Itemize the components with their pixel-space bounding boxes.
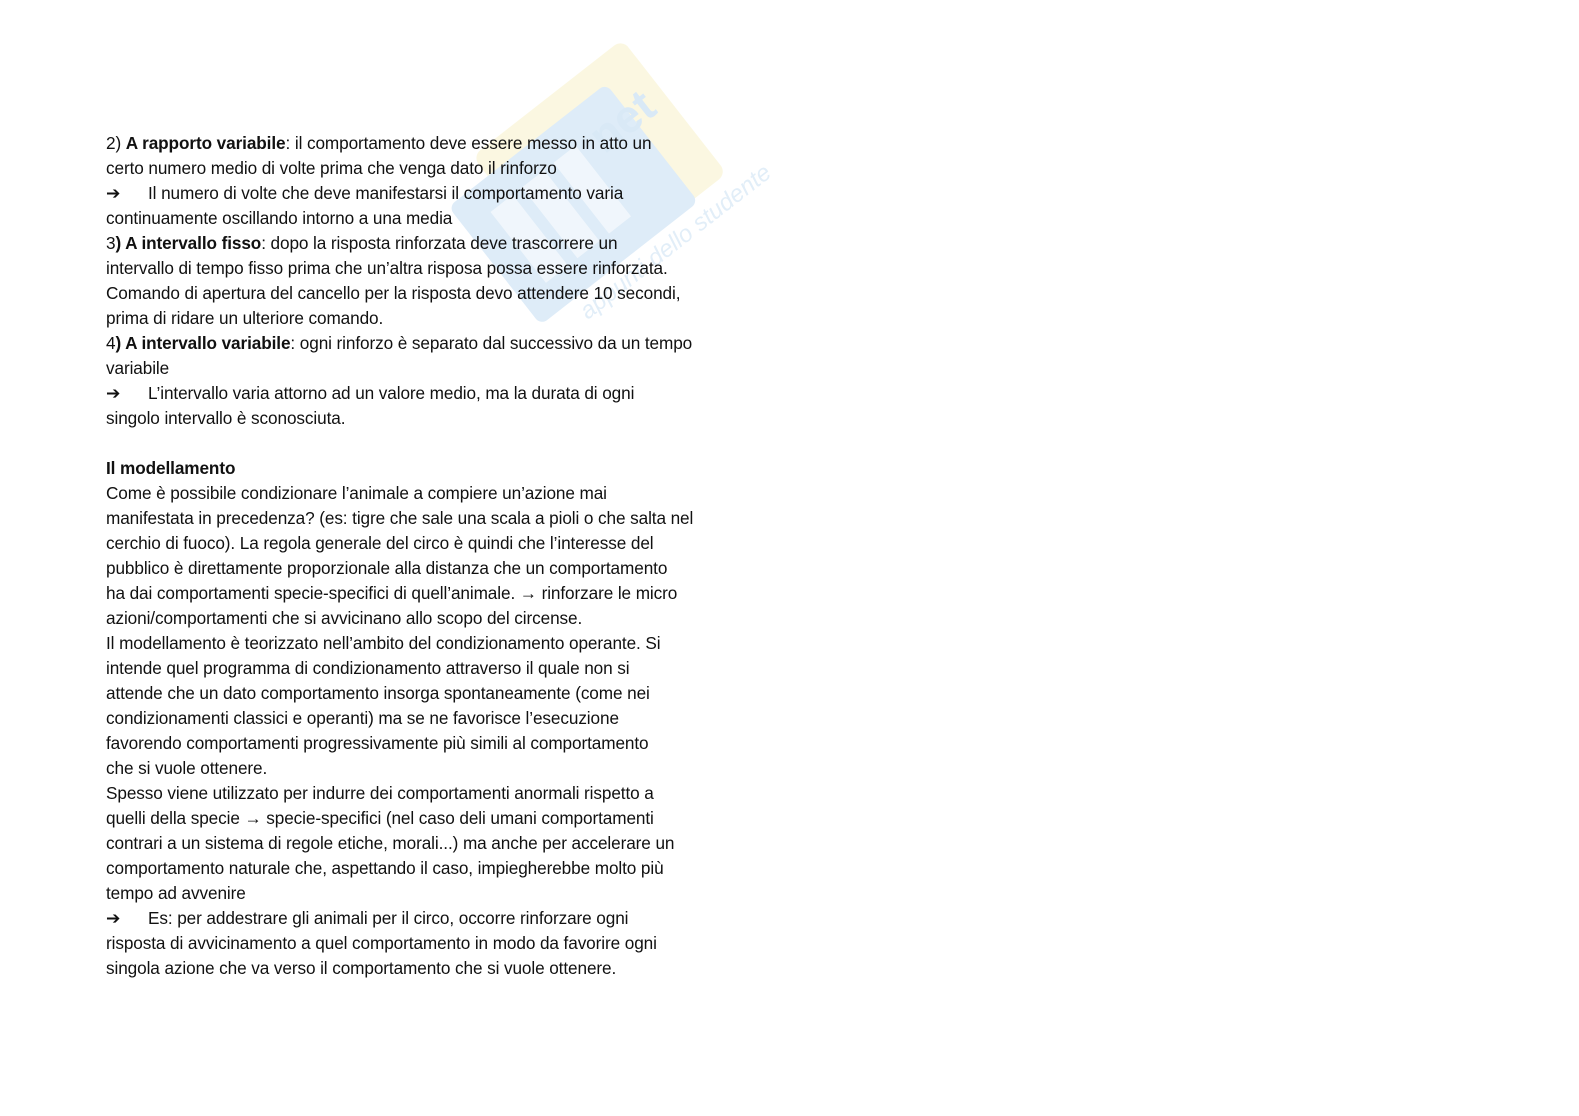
item-number: 3 [106,233,116,253]
text-line [106,581,766,606]
inline-arrow-icon: → [519,583,537,603]
arrow-bullet-icon: ➔ [106,383,121,403]
item-text: : dopo la risposta rinforzata deve trascorrere un [261,233,618,253]
text-line: condizionamenti classici e operanti) ma se ne favorisce l’esecuzione [106,708,619,728]
arrow-bullet-icon: ➔ [106,908,121,928]
term-bold: ) A intervallo variabile [115,333,291,353]
text-line: variabile [106,358,170,378]
line-text-part: specie-specifici (nel caso deli umani comportamenti [261,808,654,828]
text-line: comportamento naturale che, aspettando il caso, impiegherebbe molto più [106,858,664,878]
term-bold: A rapporto variabile [125,133,286,153]
text-line: risposta di avvicinamento a quel comportamento in modo da favorire ogni [106,933,657,953]
bullet-text: L’intervallo varia attorno ad un valore medio, ma la durata di ogni [148,383,635,403]
text-line: certo numero medio di volte prima che venga dato il rinforzo [106,158,557,178]
text-line: Come è possibile condizionare l’animale a compiere un’azione mai [106,483,607,503]
text-line: tempo ad avvenire [106,883,246,903]
bullet-text: Il numero di volte che deve manifestarsi il comportamento varia [148,183,624,203]
text-line: manifestata in precedenza? (es: tigre che sale una scala a pioli o che salta nel [106,508,694,528]
document-body [106,131,766,981]
watermark-tagline: appunti dello studente [574,158,777,325]
arrow-bullet-icon: ➔ [106,183,121,203]
text-line: Spesso viene utilizzato per indurre dei comportamenti anormali rispetto a [106,783,654,803]
bullet-line [106,906,766,931]
text-line [106,806,766,831]
text-line: attende che un dato comportamento insorga spontaneamente (come nei [106,683,650,703]
term-bold: ) A intervallo fisso [115,233,262,253]
text-line: continuamente oscillando intorno a una media [106,208,453,228]
item-text: : ogni rinforzo è separato dal successivo da un tempo [290,333,693,353]
text-line: intervallo di tempo fisso prima che un’altra risposa possa essere rinforzata. [106,258,668,278]
bullet-line [106,181,766,206]
text-line: che si vuole ottenere. [106,758,268,778]
text-line: cerchio di fuoco). La regola generale del circo è quindi che l’interesse del [106,533,654,553]
line-text-part: rinforzare le micro [536,583,678,603]
text-line: pubblico è direttamente proporzionale alla distanza che un comportamento [106,558,668,578]
text-line: Comando di apertura del cancello per la risposta devo attendere 10 secondi, [106,283,681,303]
text-line [106,331,766,356]
text-line: contrari a un sistema di regole etiche, morali...) ma anche per accelerare un [106,833,675,853]
text-line: Il modellamento è teorizzato nell’ambito del condizionamento operante. Si [106,633,661,653]
item-text: : il comportamento deve essere messo in atto un [285,133,652,153]
text-line: prima di ridare un ulteriore comando. [106,308,384,328]
section-heading: Il modellamento [106,458,236,478]
watermark-brand-text: net [578,79,665,163]
text-line [106,131,766,156]
text-line [106,231,766,256]
item-number: 2) [106,133,126,153]
item-number: 4 [106,333,116,353]
line-text-part: quelli della specie [106,808,245,828]
text-line: intende quel programma di condizionamento attraverso il quale non si [106,658,630,678]
inline-arrow-icon: → [244,808,262,828]
bullet-text: Es: per addestrare gli animali per il circo, occorre rinforzare ogni [148,908,629,928]
bullet-line [106,381,766,406]
text-line: singolo intervallo è sconosciuta. [106,408,346,428]
paragraph-gap [106,431,766,456]
line-text-part: ha dai comportamenti specie-specifici di quell’animale. [106,583,520,603]
text-line: singola azione che va verso il comportamento che si vuole ottenere. [106,958,617,978]
text-line: favorendo comportamenti progressivamente più simili al comportamento [106,733,649,753]
text-line: azioni/comportamenti che si avvicinano allo scopo del circense. [106,608,583,628]
